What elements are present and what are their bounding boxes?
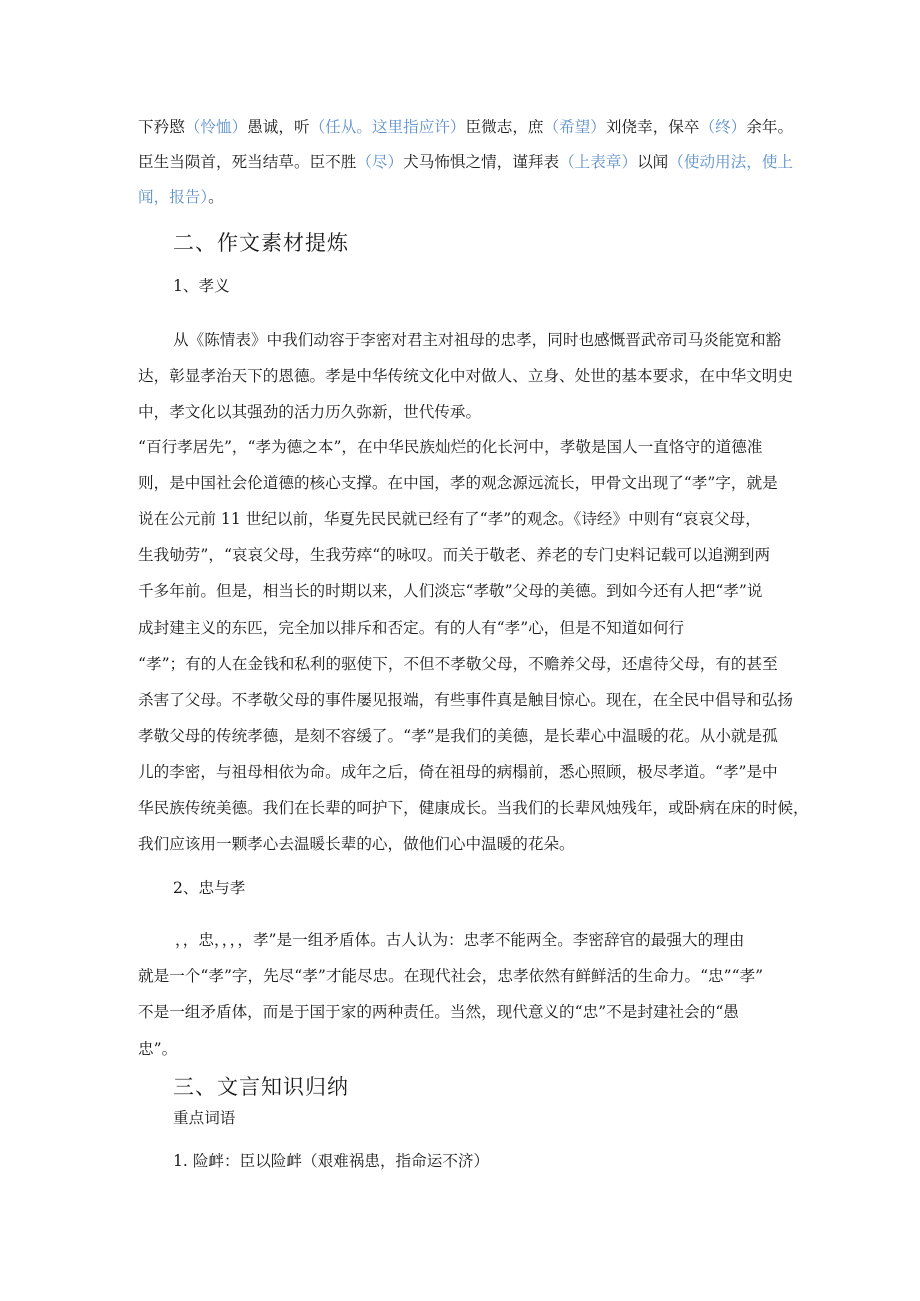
annotation: （终） [699, 118, 747, 136]
section-heading-2: 二、作文素材提炼 [173, 231, 349, 255]
paragraph-line: 儿的李密，与祖母相依为命。成年之后，倚在祖母的病榻前，悉心照顾，极尽孝道。“孝”是中 [138, 763, 778, 781]
paragraph-line: 说在公元前 11 世纪以前，华夏先民民就已经有了“孝”的观念。《诗经》中则有“哀哀父母， [138, 510, 761, 528]
paragraph-line: 从《陈情表》中我们动容于李密对君主对祖母的忠孝，同时也感慨晋武帝司马炎能宽和豁 [173, 331, 782, 349]
paragraph-line: 达，彰显孝治天下的恩德。孝是中华传统文化中对做人、立身、处世的基本要求，在中华文明史 [138, 367, 793, 385]
annotation: （尽） [356, 153, 404, 171]
paragraph-line: 中，孝文化以其强劲的活力历久弥新，世代传承。 [138, 403, 482, 421]
text-run: 臣微志，庶 [465, 118, 544, 136]
paragraph-line: 华民族传统美德。我们在长辈的呵护下，健康成长。当我们的长辈风烛残年，或卧病在床的时候， [138, 799, 809, 817]
section-heading-3: 三、文言知识归纳 [173, 1075, 349, 1099]
paragraph-line: 则，是中国社会伦道德的核心支撑。在中国，孝的观念源远流长，甲骨文出现了“孝”字，就是 [138, 474, 778, 492]
intro-line-2 [138, 152, 793, 172]
text-run: 。 [208, 188, 224, 206]
text-run: 余年。 [746, 118, 794, 136]
paragraph-line: “百行孝居先”，“孝为德之本”，在中华民族灿烂的化长河中，孝敬是国人一直恪守的道德准 [138, 438, 763, 456]
paragraph-line: 不是一组矛盾体，而是于国于家的两种责任。当然，现代意义的“忠”不是封建社会的“愚 [138, 1003, 739, 1021]
vocab-item: 1. 险衅：臣以险衅（艰难祸患，指命运不济） [173, 1152, 490, 1170]
text-run: 臣生当陨首，死当结草。臣不胜 [138, 153, 357, 171]
paragraph-line: 千多年前。但是，相当长的时期以来，人们淡忘“孝敬”父母的美德。到如今还有人把“孝”说 [138, 582, 763, 600]
annotation: （使动用法，使上 [668, 153, 794, 171]
annotation: 闻，报告） [138, 188, 209, 206]
paragraph-line: 忠”。 [138, 1040, 178, 1058]
paragraph-line: 就是一个“孝”字，先尽“孝”才能尽忠。在现代社会，忠孝依然有鲜鲜活的生命力。“忠”“孝” [138, 967, 764, 985]
paragraph-line: ，，忠，，，，孝”是一组矛盾体。古人认为：忠孝不能两全。李密辞官的最强大的理由 [175, 931, 745, 949]
paragraph-line: 生我劬劳”，“哀哀父母，生我劳瘁“的咏叹。而关于敬老、养老的专门史料记载可以追溯到两 [138, 546, 771, 564]
intro-line-3 [138, 187, 224, 207]
annotation: （希望） [543, 118, 606, 136]
paragraph-line: 成封建主义的东匹，完全加以排斥和否定。有的人有“孝”心，但是不知道如何行 [138, 619, 685, 637]
subsection-heading-key-words: 重点词语 [173, 1109, 236, 1127]
text-run: 下矜愍 [138, 118, 185, 136]
paragraph-line: “孝”；有的人在金钱和私利的驱使下，不但不孝敬父母，不赡养父母，还虐待父母，有的甚至 [138, 655, 778, 673]
text-run: 愚诚，听 [247, 118, 310, 136]
annotation: （上表章） [559, 153, 638, 171]
annotation: （怜恤） [184, 118, 248, 136]
paragraph-line: 杀害了父母。不孝敬父母的事件屡见报端，有些事件真是触目惊心。现在，在全民中倡导和弘扬 [138, 691, 793, 709]
text-run: 以闻 [637, 153, 669, 171]
text-run: 犬马怖惧之情，谨拜表 [403, 153, 560, 171]
subsection-heading-xiaoyi: 1、孝义 [173, 277, 230, 295]
intro-line-1 [138, 117, 793, 137]
subsection-heading-zhongxiao: 2、忠与孝 [173, 879, 246, 897]
text-run: 刘侥幸，保卒 [605, 118, 700, 136]
paragraph-line: 孝敬父母的传统孝德，是刻不容缓了。“孝”是我们的美德，是长辈心中温暖的花。从小就是孤 [138, 727, 778, 745]
paragraph-line: 我们应该用一颗孝心去温暖长辈的心，做他们心中温暖的花朵。 [138, 835, 575, 853]
annotation: （任从。这里指应许） [309, 118, 466, 136]
